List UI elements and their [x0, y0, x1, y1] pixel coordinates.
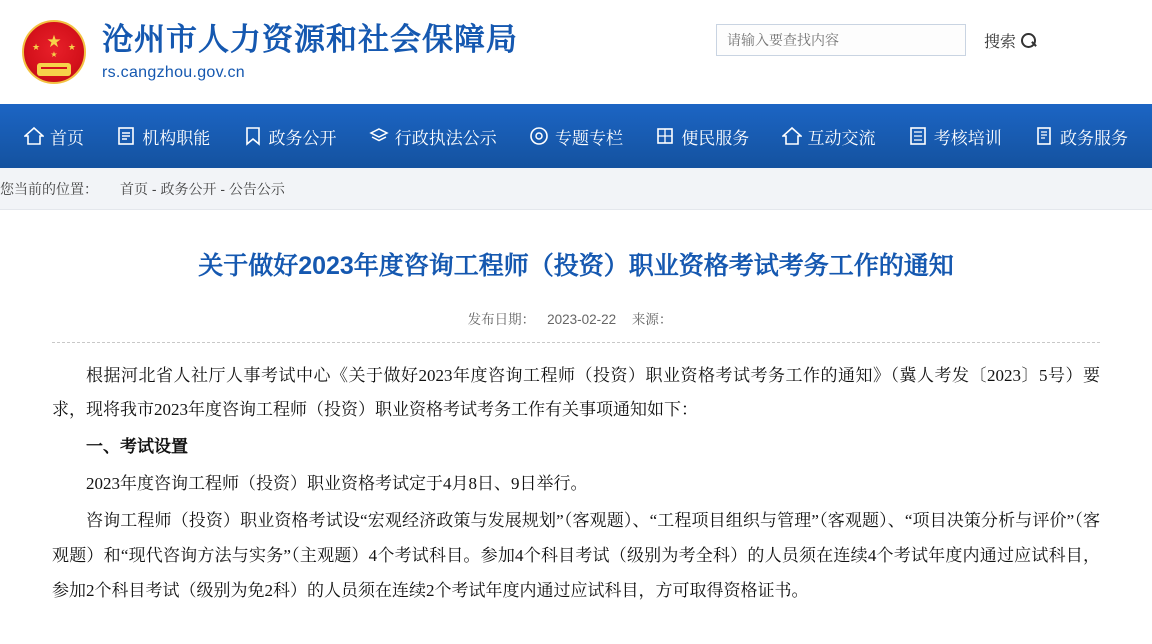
home-alt-icon: [782, 126, 802, 146]
article-paragraph: 咨询工程师（投资）职业资格考试设“宏观经济政策与发展规划”（客观题）、“工程项目组织与管理”（客观题）、“项目决策分析与评价”（客观题）和“现代咨询方法与实务”（主观题）4个考试科目。参加4个科目考试（级别为考全科）的人员须在连续4个考试年度内通过应试科目，参加2个科目考试（级别为免2科）的人员须在连续2个考试年度内通过应试科目，方可取得资格证书。: [52, 510, 1100, 600]
article-meta: [52, 286, 1100, 342]
publish-date-value: 2023-02-22: [547, 311, 617, 327]
article: [0, 210, 1152, 608]
nav-item-special-topics[interactable]: [523, 124, 629, 149]
nav-item-functions[interactable]: [110, 124, 216, 149]
divider: [52, 342, 1100, 343]
publish-date-label: 发布日期：: [467, 311, 536, 327]
nav-item-home[interactable]: [18, 124, 90, 149]
nav-item-public-affairs[interactable]: [237, 124, 343, 149]
chat-icon: [529, 126, 549, 146]
nav-label: 考核培训: [933, 128, 1002, 148]
nav-item-law-enforcement[interactable]: [363, 124, 503, 149]
source-label: 来源：: [631, 311, 673, 327]
national-emblem-icon: ★ ★ ★ ★: [22, 20, 86, 84]
page-title: 关于做好2023年度咨询工程师（投资）职业资格考试考务工作的通知: [198, 252, 954, 280]
layers-icon: [369, 126, 389, 146]
nav-label: 首页: [50, 128, 84, 148]
nav-label: 政务公开: [268, 128, 337, 148]
search-button-label: 搜索: [983, 33, 1016, 51]
bookmark-icon: [243, 126, 263, 146]
nav-label: 行政执法公示: [394, 128, 497, 148]
nav-item-government-services[interactable]: [1028, 124, 1134, 149]
list-icon: [908, 126, 928, 146]
search-icon: [1021, 33, 1036, 48]
home-icon: [24, 126, 44, 146]
nav-item-public-services[interactable]: [649, 124, 755, 149]
site-search: [716, 24, 1042, 56]
document-icon: [116, 126, 136, 146]
breadcrumb-path[interactable]: 首页 - 政务公开 - 公告公示: [120, 180, 285, 197]
grid-icon: [655, 126, 675, 146]
site-title: 沧州市人力资源和社会保障局: [102, 21, 518, 57]
article-body: [52, 359, 1100, 609]
nav-label: 专题专栏: [555, 128, 623, 148]
nav-item-interaction[interactable]: [776, 124, 882, 149]
search-button[interactable]: [978, 28, 1042, 53]
nav-item-assessment-training[interactable]: [902, 124, 1008, 149]
search-input[interactable]: [716, 24, 966, 56]
article-paragraph: 一、考试设置: [86, 437, 188, 457]
main-nav: [0, 104, 1152, 168]
breadcrumb-label: 您当前的位置：: [0, 180, 98, 197]
site-header: [0, 0, 1152, 104]
article-paragraph: 2023年度咨询工程师（投资）职业资格考试定于4月8日、9日举行。: [86, 474, 588, 494]
site-title-block: [102, 22, 518, 83]
nav-label: 便民服务: [681, 128, 750, 148]
nav-label: 互动交流: [807, 128, 876, 148]
article-paragraph: 根据河北省人社厅人事考试中心《关于做好2023年度咨询工程师（投资）职业资格考试考务工作的通知》（冀人考发〔2023〕5号）要求，现将我市2023年度咨询工程师（投资）职业资格考试考务工作有关事项通知如下：: [52, 365, 1100, 420]
nav-label: 机构职能: [142, 128, 211, 148]
nav-label: 政务服务: [1060, 128, 1128, 148]
page-icon: [1034, 126, 1054, 146]
site-url: rs.cangzhou.gov.cn: [102, 64, 245, 82]
breadcrumb: [0, 168, 1152, 210]
